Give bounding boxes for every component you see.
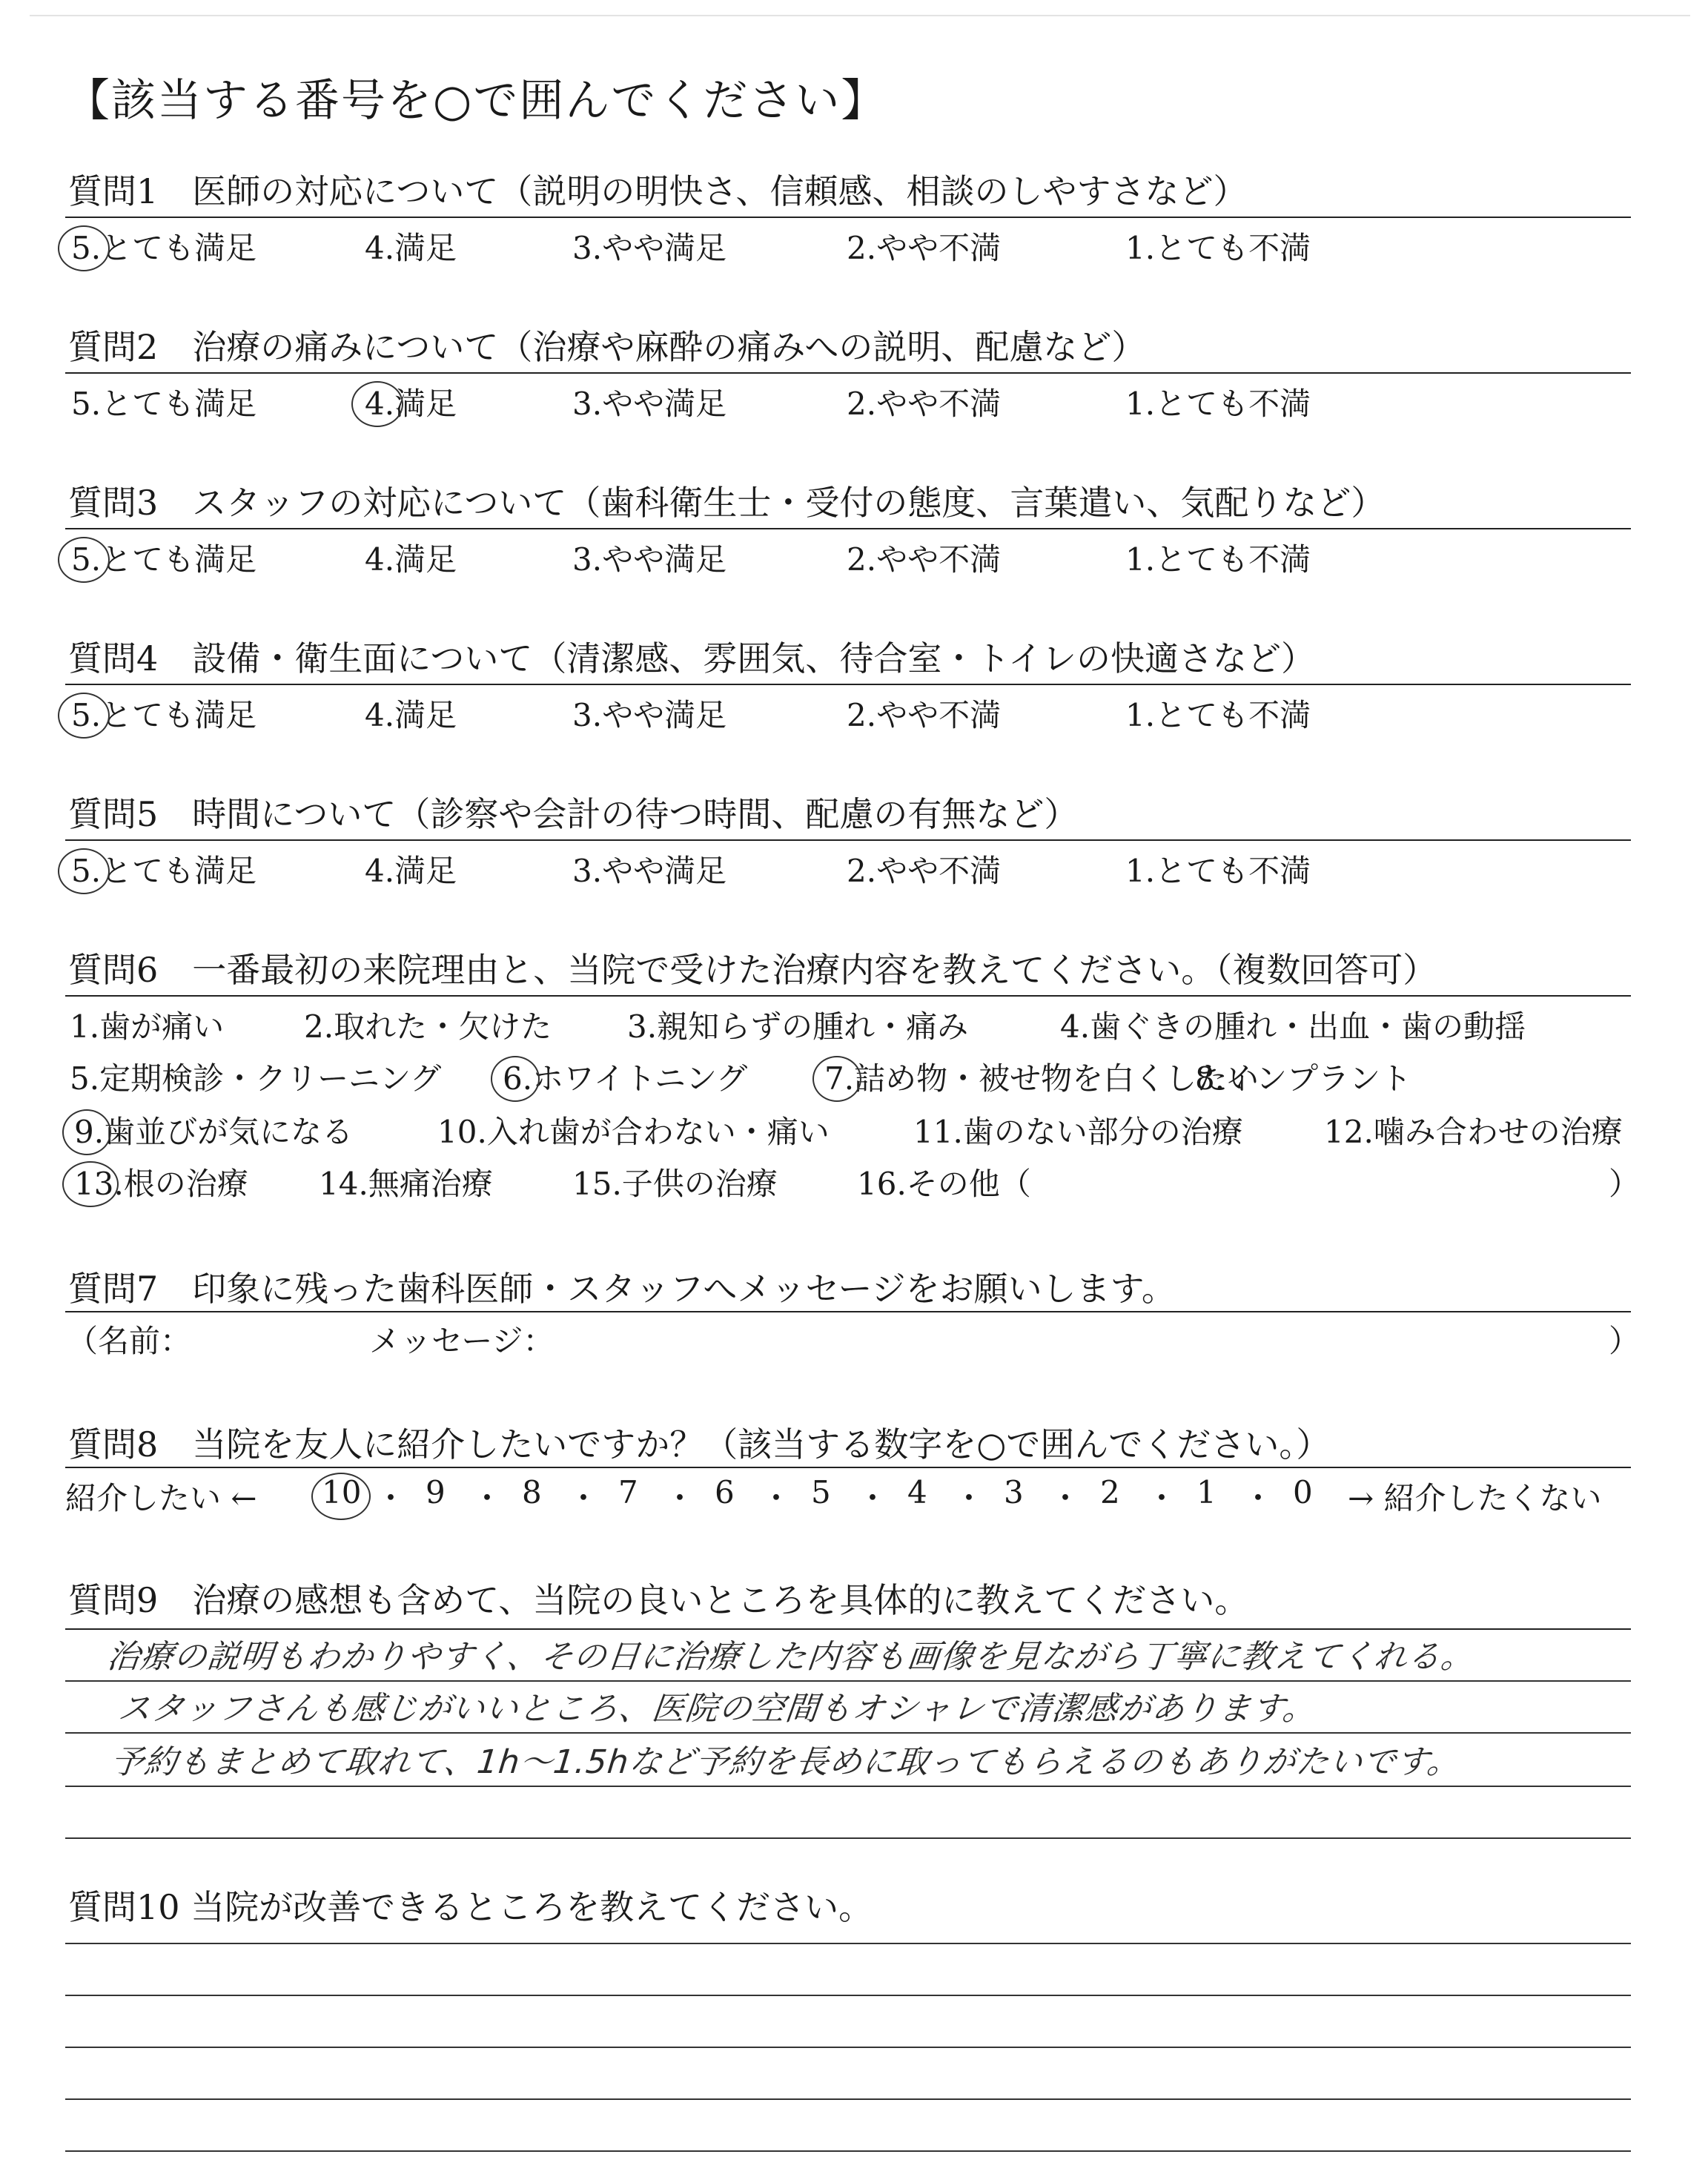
q8-selected-circle xyxy=(311,1473,371,1520)
q2-rule xyxy=(65,372,1631,374)
q8-separator-dot: ・ xyxy=(568,1480,600,1516)
q1-option-4[interactable]: 4.満足 xyxy=(365,230,457,266)
q1-option-5[interactable]: 5.とても満足 xyxy=(71,230,257,266)
q6-option-7[interactable]: 7.詰め物・被せ物を白くしたい xyxy=(824,1060,1260,1097)
q8-separator-dot: ・ xyxy=(1050,1480,1082,1516)
q10-title: 質問10 当院が改善できるところを教えてください。 xyxy=(68,1887,873,1927)
q8-title: 質問8 当院を友人に紹介したいですか？（該当する数字を○で囲んでください。） xyxy=(68,1424,1331,1464)
q8-left-label: 紹介したい ← xyxy=(65,1480,257,1516)
q6-option-10[interactable]: 10.入れ歯が合わない・痛い xyxy=(437,1114,830,1150)
q4-title: 質問4 設備・衛生面について（清潔感、雰囲気、待合室・トイレの快適さなど） xyxy=(68,638,1316,678)
q7-message-label: メッセージ： xyxy=(369,1323,555,1359)
q6-selected-circle-13 xyxy=(62,1161,119,1207)
q6-option-5[interactable]: 5.定期検診・クリーニング xyxy=(70,1060,442,1097)
q4-option-4[interactable]: 4.満足 xyxy=(365,697,457,733)
q5-option-1[interactable]: 1.とても不満 xyxy=(1125,853,1311,889)
q4-selected-circle xyxy=(58,693,110,739)
q2-option-5[interactable]: 5.とても満足 xyxy=(71,386,257,422)
q8-score-10[interactable]: 10 xyxy=(322,1474,362,1510)
q6-selected-circle-6 xyxy=(491,1056,540,1102)
q6-option-15[interactable]: 15.子供の治療 xyxy=(572,1166,778,1202)
q3-option-1[interactable]: 1.とても不満 xyxy=(1125,541,1311,578)
q5-rule xyxy=(65,839,1631,841)
q3-option-3[interactable]: 3.やや満足 xyxy=(572,541,727,578)
q3-option-5[interactable]: 5.とても満足 xyxy=(71,541,257,578)
q4-option-5[interactable]: 5.とても満足 xyxy=(71,697,257,733)
q9-answer-line-3: 予約もまとめて取れて、1h〜1.5hなど予約を長めに取ってもらえるのもありがたいです。 xyxy=(108,1743,1463,1781)
q2-option-1[interactable]: 1.とても不満 xyxy=(1125,386,1311,422)
q8-score-0[interactable]: 0 xyxy=(1293,1474,1313,1510)
q8-score-7[interactable]: 7 xyxy=(618,1474,638,1510)
q3-rule xyxy=(65,528,1631,529)
q8-separator-dot: ・ xyxy=(761,1480,792,1516)
q6-title: 質問6 一番最初の来院理由と、当院で受けた治療内容を教えてください。（複数回答可） xyxy=(68,950,1437,990)
q8-separator-dot: ・ xyxy=(1146,1480,1178,1516)
q6-option-6[interactable]: 6.ホワイトニング xyxy=(503,1060,748,1097)
q6-option-8[interactable]: 8.インプラント xyxy=(1195,1060,1412,1097)
q6-option-4[interactable]: 4.歯ぐきの腫れ・出血・歯の動揺 xyxy=(1060,1008,1526,1045)
q6-option-11[interactable]: 11.歯のない部分の治療 xyxy=(913,1114,1243,1150)
q8-separator-dot: ・ xyxy=(1242,1480,1274,1516)
q5-option-2[interactable]: 2.やや不満 xyxy=(847,853,1002,889)
q8-score-1[interactable]: 1 xyxy=(1196,1474,1217,1510)
instruction-header: 【該当する番号を○で囲んでください】 xyxy=(65,75,887,127)
q4-rule xyxy=(65,684,1631,685)
q6-selected-circle-7 xyxy=(812,1056,861,1102)
q10-rule-5 xyxy=(65,2150,1631,2152)
q7-close-paren: ） xyxy=(1609,1323,1641,1359)
q8-score-2[interactable]: 2 xyxy=(1100,1474,1120,1510)
q8-separator-dot: ・ xyxy=(857,1480,889,1516)
q2-option-4[interactable]: 4.満足 xyxy=(365,386,457,422)
q9-rule-3 xyxy=(65,1786,1631,1787)
q7-rule xyxy=(65,1311,1631,1312)
q8-score-9[interactable]: 9 xyxy=(426,1474,446,1510)
q6-selected-circle-9 xyxy=(62,1109,111,1155)
q1-title: 質問1 医師の対応について（説明の明快さ、信頼感、相談のしやすさなど） xyxy=(68,171,1248,211)
q6-option-1[interactable]: 1.歯が痛い xyxy=(70,1008,225,1045)
q5-selected-circle xyxy=(58,848,110,894)
q8-separator-dot: ・ xyxy=(953,1480,985,1516)
q2-selected-circle xyxy=(351,381,403,427)
q1-rule xyxy=(65,217,1631,218)
q4-option-1[interactable]: 1.とても不満 xyxy=(1125,697,1311,733)
q10-rule-2 xyxy=(65,1995,1631,1996)
scan-edge xyxy=(30,15,1690,16)
q1-option-1[interactable]: 1.とても不満 xyxy=(1125,230,1311,266)
q3-title: 質問3 スタッフの対応について（歯科衛生士・受付の態度、言葉遣い、気配りなど） xyxy=(68,483,1386,523)
q9-rule-4 xyxy=(65,1837,1631,1839)
q6-option-16[interactable]: 16.その他（ xyxy=(857,1166,1031,1202)
q6-option-3[interactable]: 3.親知らずの腫れ・痛み xyxy=(627,1008,969,1045)
q10-rule-1 xyxy=(65,1943,1631,1944)
q4-option-2[interactable]: 2.やや不満 xyxy=(847,697,1002,733)
q8-score-8[interactable]: 8 xyxy=(522,1474,542,1510)
q3-option-2[interactable]: 2.やや不満 xyxy=(847,541,1002,578)
q9-answer-line-2: スタッフさんも感じがいいところ、医院の空間もオシャレで清潔感があります。 xyxy=(116,1690,1318,1728)
q8-score-3[interactable]: 3 xyxy=(1004,1474,1024,1510)
q8-right-label: → 紹介したくない xyxy=(1348,1480,1602,1516)
q1-option-2[interactable]: 2.やや不満 xyxy=(847,230,1002,266)
q9-title: 質問9 治療の感想も含めて、当院の良いところを具体的に教えてください。 xyxy=(68,1580,1249,1620)
q8-separator-dot: ・ xyxy=(375,1480,407,1516)
q8-score-5[interactable]: 5 xyxy=(811,1474,831,1510)
q8-score-4[interactable]: 4 xyxy=(907,1474,927,1510)
q6-option-9[interactable]: 9.歯並びが気になる xyxy=(74,1114,354,1150)
q6-rule xyxy=(65,995,1631,997)
q6-option-13[interactable]: 13.根の治療 xyxy=(74,1166,248,1202)
q3-selected-circle xyxy=(58,537,110,583)
q2-option-2[interactable]: 2.やや不満 xyxy=(847,386,1002,422)
q6-option-14[interactable]: 14.無痛治療 xyxy=(319,1166,493,1202)
q10-rule-3 xyxy=(65,2047,1631,2048)
q6-option-2[interactable]: 2.取れた・欠けた xyxy=(304,1008,552,1045)
q6-close-paren: ） xyxy=(1609,1166,1641,1202)
q2-option-3[interactable]: 3.やや満足 xyxy=(572,386,727,422)
q8-separator-dot: ・ xyxy=(664,1480,696,1516)
q4-option-3[interactable]: 3.やや満足 xyxy=(572,697,727,733)
q5-option-4[interactable]: 4.満足 xyxy=(365,853,457,889)
q5-option-5[interactable]: 5.とても満足 xyxy=(71,853,257,889)
q3-option-4[interactable]: 4.満足 xyxy=(365,541,457,578)
q8-score-6[interactable]: 6 xyxy=(715,1474,735,1510)
q5-title: 質問5 時間について（診察や会計の待つ時間、配慮の有無など） xyxy=(68,794,1079,834)
q5-option-3[interactable]: 3.やや満足 xyxy=(572,853,727,889)
q8-separator-dot: ・ xyxy=(471,1480,503,1516)
q1-option-3[interactable]: 3.やや満足 xyxy=(572,230,727,266)
q6-option-12[interactable]: 12.噛み合わせの治療 xyxy=(1324,1114,1623,1150)
q1-selected-circle xyxy=(58,225,110,271)
q7-title: 質問7 印象に残った歯科医師・スタッフへメッセージをお願いします。 xyxy=(68,1269,1176,1309)
q10-rule-4 xyxy=(65,2098,1631,2100)
q9-answer-line-1: 治療の説明もわかりやすく、その日に治療した内容も画像を見ながら丁寧に教えてくれる。 xyxy=(105,1638,1477,1676)
q8-rule xyxy=(65,1467,1631,1468)
q2-title: 質問2 治療の痛みについて（治療や麻酔の痛みへの説明、配慮など） xyxy=(68,327,1146,367)
q9-rule-2 xyxy=(65,1732,1631,1734)
q7-name-label: （名前： xyxy=(67,1323,192,1359)
